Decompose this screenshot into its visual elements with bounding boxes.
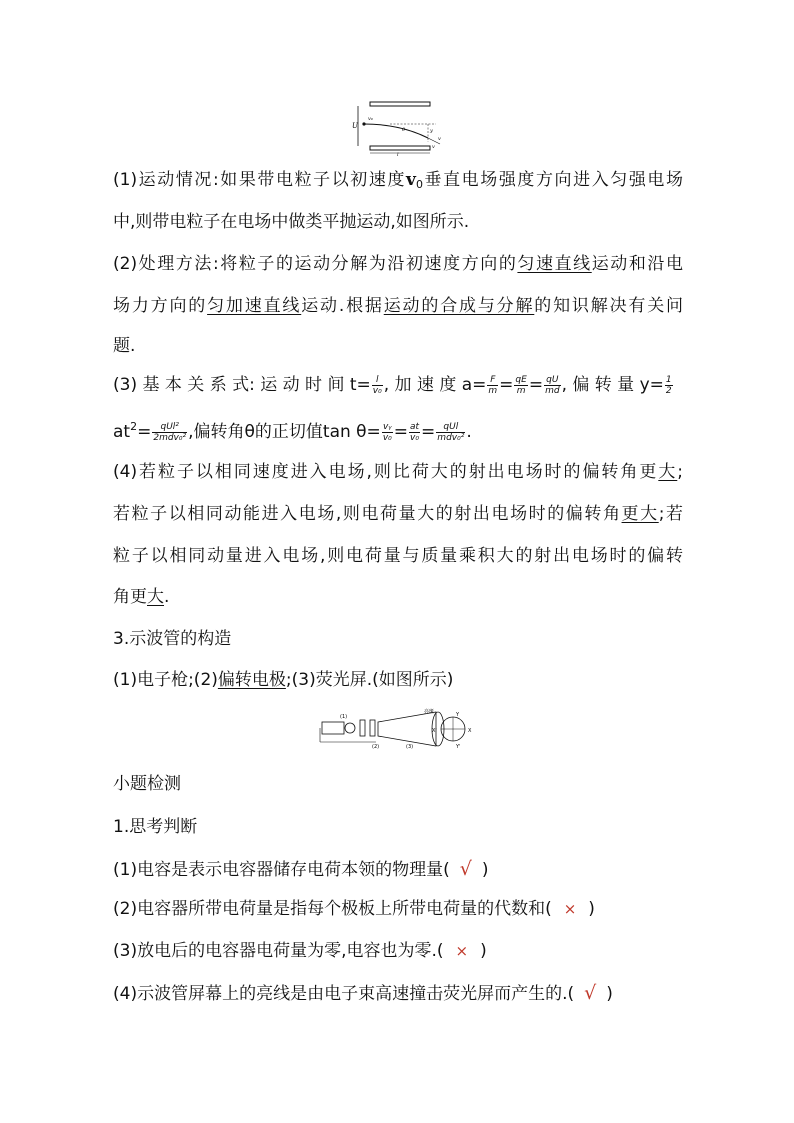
para4-line2: 若粒子以相同动能进入电场,则电荷量大的射出电场时的偏转角更大;若 [113, 504, 684, 524]
para1-line1: (1)运动情况:如果带电粒子以初速度$v_0$垂直电场强度方向进入匀强电场 [113, 170, 684, 191]
cross-icon: × [563, 900, 577, 918]
label-v: v [438, 136, 441, 142]
fraction-a3: $\frac{qU}{md}$ [545, 374, 560, 396]
para4-line3: 粒子以相同动量进入电场,则电荷量与质量乘积大的射出电场时的偏转 [113, 546, 683, 566]
fraction-a2: $\frac{qE}{m}$ [515, 374, 527, 396]
label-X: X [468, 728, 472, 734]
label-2: (2) [372, 744, 380, 750]
label-Xp: X' [432, 728, 437, 734]
para2-line3: 题. [113, 336, 136, 356]
trajectory [364, 124, 428, 138]
para2-line2: 场力方向的匀加速直线运动.根据运动的合成与分解的知识解决有关问 [113, 296, 684, 316]
quiz-heading: 小题检测 [113, 774, 181, 794]
fraction-th2: $\frac{at}{\text{v₀}}$ [410, 421, 420, 443]
fraction-t: $\frac{l}{\text{v₀}}$ [372, 374, 382, 396]
label-vy: v [432, 144, 435, 150]
deflection-plates-y [360, 720, 365, 736]
structure-line: (1)电子枪;(2)偏转电极;(3)荧光屏.(如图所示) [113, 670, 454, 690]
para4-line1: (4)若粒子以相同速度进入电场,则比荷大的射出电场时的偏转角更大; [113, 462, 684, 482]
fraction-th3: $\frac{\text{qUl}}{\text{mdv₀²}}$ [437, 421, 465, 443]
fraction-a1: $\frac{F}{m}$ [488, 374, 498, 396]
deflection-figure [350, 98, 446, 156]
check-icon: √ [459, 858, 472, 880]
quiz-item-4: (4)示波管屏幕上的亮线是由电子束高速撞击荧光屏而产生的.( √ ) [113, 982, 613, 1004]
upper-plate [370, 102, 430, 106]
quiz-item-1: (1)电容是表示电容器储存电荷本领的物理量( √ ) [113, 858, 489, 880]
deflection-plates-x [370, 720, 375, 736]
label-l: l [397, 152, 399, 156]
label-y: y [430, 128, 433, 134]
electron-gun [322, 722, 344, 734]
label-Yp: Y' [456, 744, 461, 750]
para4-line4: 角更大. [113, 587, 170, 607]
crt-figure [316, 708, 476, 752]
quiz-item-2: (2)电容器所带电荷量是指每个极板上所带电荷量的代数和( × ) [113, 899, 595, 919]
lower-plate [370, 146, 430, 150]
para3-line2: $at^2=$ $\frac{\text{qUl²}}{\text{2mdv₀²}}$ ,偏转角θ的正切值tan θ= $\frac{\text{vᵧ}}{\text{v₀}}$ = $\frac{at}{\text{v₀}}$ = $\frac{\text{qUl}}{\text{mdv₀²}}$ . [113, 420, 472, 443]
check-icon: √ [584, 982, 597, 1004]
para2-line1: (2)处理方法:将粒子的运动分解为沿初速度方向的匀速直线运动和沿电 [113, 254, 684, 274]
fraction-half: $\frac{1}{2}$ [665, 374, 672, 396]
quiz-item-3: (3)放电后的电容器电荷量为零,电容也为零.( × ) [113, 941, 487, 961]
para3-line1: (3) 基 本 关 系 式: 运 动 时 间 t= $\frac{l}{\text{v₀}}$ , 加 速 度 a= $\frac{F}{m}$ = $\frac{qE}{m}$ = $\frac{qU}{md}$ , 偏 转 量 y= $\frac{1}{2}$ [113, 374, 672, 396]
label-1: (1) [340, 714, 348, 720]
label-v0: v₀ [368, 116, 373, 122]
label-screen: 亮斑 [424, 709, 435, 715]
label-theta: θ [402, 127, 406, 133]
cross-icon: × [455, 942, 469, 960]
label-U: U [352, 122, 358, 130]
quiz-subheading: 1.思考判断 [113, 817, 198, 837]
label-3: (3) [406, 744, 414, 750]
section3-title: 3.示波管的构造 [113, 629, 232, 649]
fraction-th1: $\frac{\text{vᵧ}}{\text{v₀}}$ [382, 421, 392, 443]
fraction-y: $\frac{\text{qUl²}}{\text{2mdv₀²}}$ [153, 421, 187, 443]
para1-line2: 中,则带电粒子在电场中做类平抛运动,如图所示. [113, 212, 470, 232]
label-Y: Y [456, 712, 460, 718]
